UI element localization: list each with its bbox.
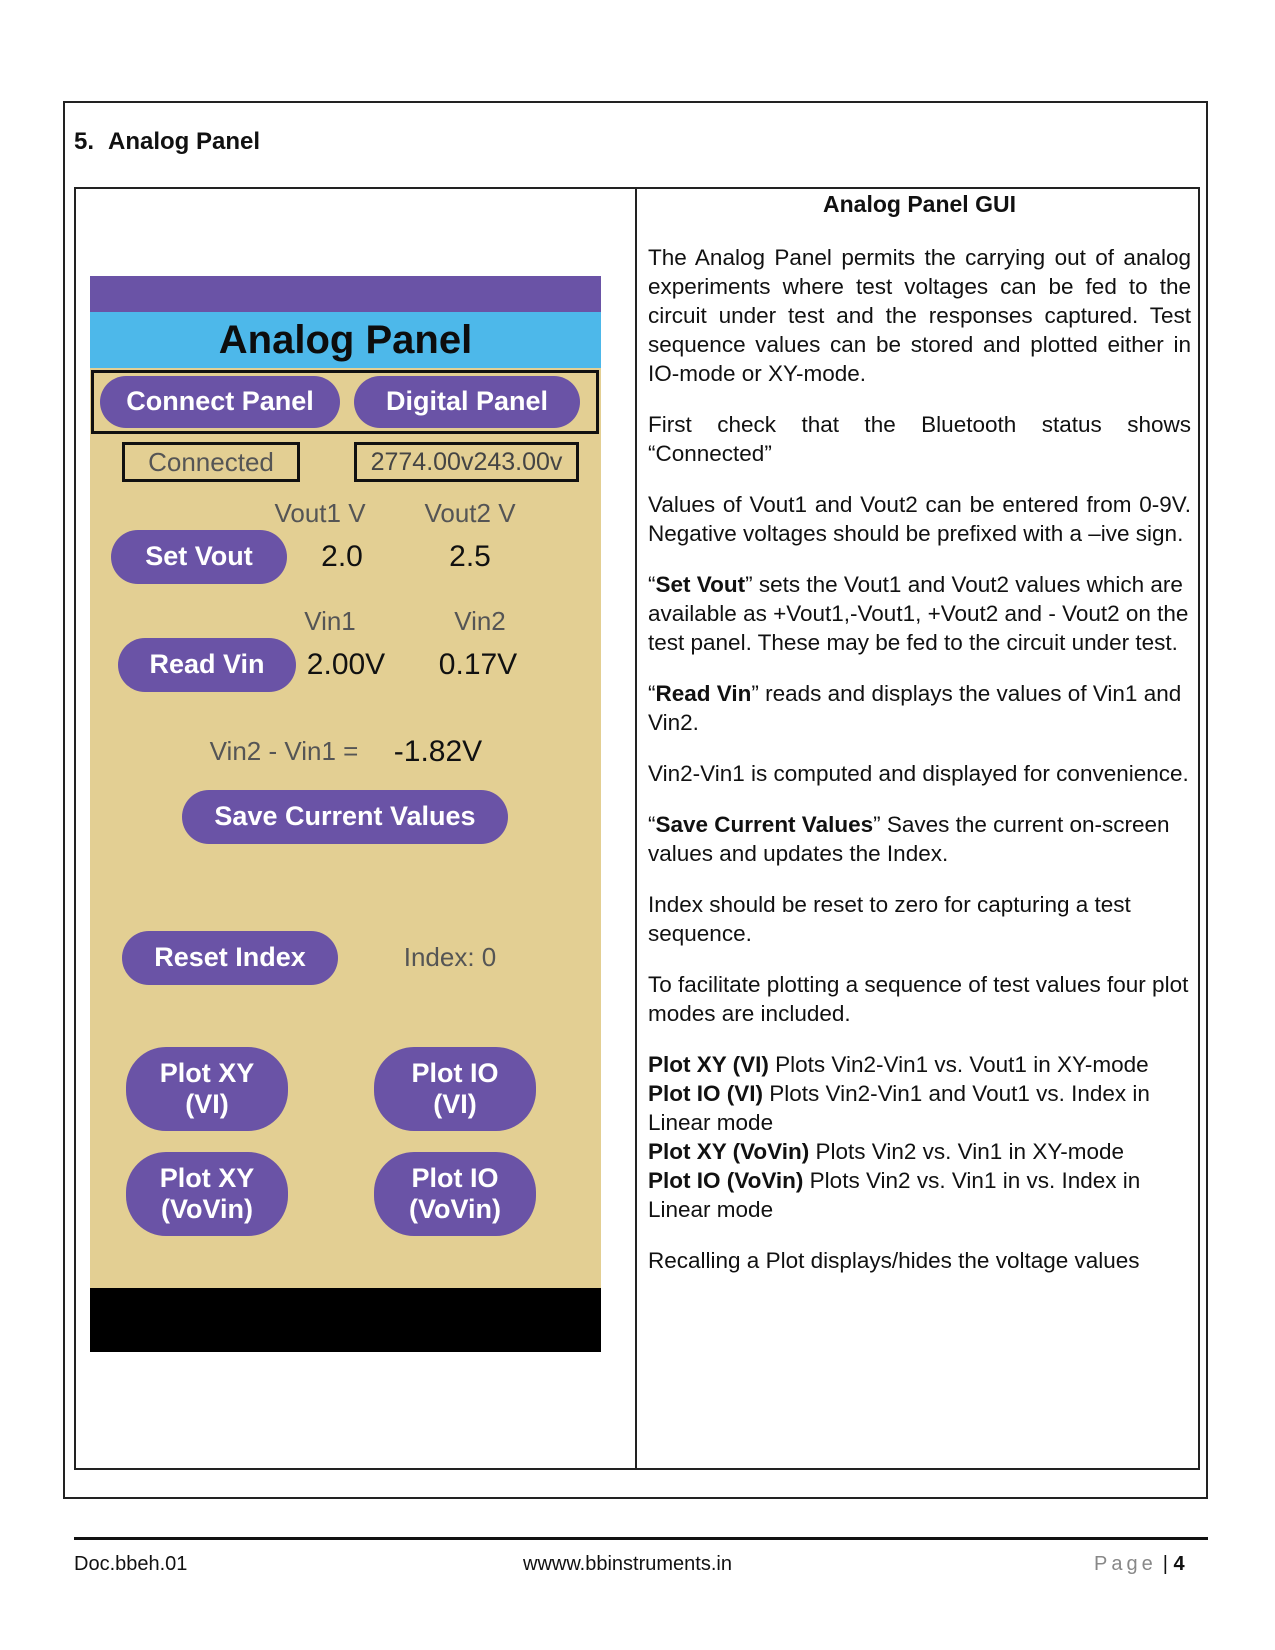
quote-open: “ — [648, 572, 656, 597]
description-title: Analog Panel GUI — [823, 191, 1016, 217]
bluetooth-paragraph: First check that the Bluetooth status shows “Connected” — [648, 412, 1191, 466]
set-vout-paragraph — [648, 570, 1191, 657]
mode-io-vovin-term: Plot IO (VoVin) — [648, 1168, 804, 1193]
footer-url[interactable]: wwww.bbinstruments.in — [523, 1553, 732, 1575]
recall-paragraph: Recalling a Plot displays/hides the voltage values — [648, 1248, 1140, 1273]
quote-open: “ — [648, 681, 656, 706]
quote-open: “ — [648, 812, 656, 837]
mode-xy-vovin-text: Plots Vin2 vs. Vin1 in XY-mode — [809, 1139, 1125, 1164]
vout2-input[interactable]: 2.5 — [449, 540, 491, 573]
index-display: Index: 0 — [403, 942, 497, 972]
analog-panel-screenshot — [90, 276, 601, 1352]
footer-separator: | — [1162, 1553, 1168, 1575]
plot-xy-vovin-button[interactable] — [126, 1152, 288, 1236]
voltage-readout: 2774.00v243.00v — [354, 442, 579, 482]
set-vout-term: Set Vout — [655, 572, 746, 597]
plot-modes-paragraph: To facilitate plotting a sequence of test values four plot modes are included. — [648, 972, 1189, 1026]
mode-xy-vi — [648, 1050, 1191, 1079]
vin-diff-label: Vin2 - Vin1 = — [209, 736, 359, 766]
vin1-label: Vin1 — [304, 606, 356, 636]
footer-doc-id: Doc.bbeh.01 — [74, 1553, 188, 1575]
save-current-values-button[interactable]: Save Current Values — [182, 790, 508, 844]
description-column — [648, 190, 1191, 1297]
intro-paragraph: The Analog Panel permits the carrying out of analog experiments where test voltages can be fed to the circuit under test and the responses captured. Test sequence values can be stored and plotted either in IO-mode or XY-mode. — [648, 245, 1191, 386]
read-vin-term: Read Vin — [655, 681, 752, 706]
diff-paragraph: Vin2-Vin1 is computed and displayed for convenience. — [648, 761, 1189, 786]
save-term: Save Current Values — [655, 812, 874, 837]
plot-xy-vi-button[interactable] — [126, 1047, 288, 1131]
plot-xy-vovin-line2: (VoVin) — [161, 1194, 253, 1224]
section-title: Analog Panel — [108, 128, 261, 155]
connection-status: Connected — [122, 442, 300, 482]
navigation-bar — [90, 1288, 601, 1352]
plot-xy-vi-line2: (VI) — [185, 1089, 229, 1119]
mode-xy-vi-term: Plot XY (VI) — [648, 1052, 769, 1077]
footer-page — [1094, 1553, 1185, 1576]
mode-xy-vovin — [648, 1137, 1191, 1166]
reset-index-button[interactable]: Reset Index — [122, 931, 338, 985]
mode-io-vi-text: Plots Vin2-Vin1 and Vout1 vs. Index in Linear mode — [648, 1081, 1150, 1135]
section-heading — [74, 128, 260, 156]
mode-xy-vi-text: Plots Vin2-Vin1 vs. Vout1 in XY-mode — [768, 1052, 1149, 1077]
vin2-value: 0.17V — [438, 648, 518, 681]
plot-io-vovin-line2: (VoVin) — [409, 1194, 501, 1224]
section-number: 5. — [74, 128, 95, 155]
read-vin-text: ” reads and displays the values of Vin1 and Vin2. — [648, 681, 1182, 735]
plot-io-vovin-button[interactable] — [374, 1152, 536, 1236]
digital-panel-button[interactable]: Digital Panel — [354, 376, 580, 428]
plot-xy-vovin-line1: Plot XY — [159, 1162, 255, 1193]
mode-io-vi-term: Plot IO (VI) — [648, 1081, 763, 1106]
read-vin-paragraph — [648, 679, 1191, 737]
plot-io-vovin-line1: Plot IO — [411, 1162, 499, 1193]
plot-io-vi-button[interactable] — [374, 1047, 536, 1131]
vout2-label: Vout2 V — [424, 498, 516, 528]
status-bar — [90, 276, 601, 312]
table-divider — [635, 187, 637, 1470]
connect-panel-button[interactable]: Connect Panel — [100, 376, 340, 428]
footer-rule — [74, 1537, 1208, 1540]
vin2-label: Vin2 — [454, 606, 506, 636]
plot-xy-vi-line1: Plot XY — [159, 1057, 255, 1088]
plot-io-vi-line1: Plot IO — [411, 1057, 499, 1088]
mode-io-vovin-text: Plots Vin2 vs. Vin1 in vs. Index in Linear mode — [648, 1168, 1141, 1222]
vout1-input[interactable]: 2.0 — [321, 540, 363, 573]
set-vout-button[interactable]: Set Vout — [111, 530, 287, 584]
mode-io-vovin — [648, 1166, 1191, 1224]
index-paragraph: Index should be reset to zero for capturing a test sequence. — [648, 892, 1131, 946]
footer-page-word: Page — [1094, 1553, 1157, 1575]
set-vout-text: ” sets the Vout1 and Vout2 values which are available as +Vout1,-Vout1, +Vout2 and - Vout2 on the test panel. These may be fed to the circuit under test. — [648, 572, 1189, 655]
save-text: ” Saves the current on-screen values and updates the Index. — [648, 812, 1170, 866]
vout-range-paragraph: Values of Vout1 and Vout2 can be entered from 0-9V. Negative voltages should be prefixed with a –ive sign. — [648, 492, 1191, 546]
mode-xy-vovin-term: Plot XY (VoVin) — [648, 1139, 810, 1164]
mode-io-vi — [648, 1079, 1191, 1137]
read-vin-button[interactable]: Read Vin — [118, 638, 296, 692]
plot-io-vi-line2: (VI) — [433, 1089, 477, 1119]
footer-page-number: 4 — [1173, 1553, 1185, 1575]
vin1-value: 2.00V — [306, 648, 386, 681]
vin-diff-value: -1.82V — [393, 735, 483, 768]
vout1-label: Vout1 V — [274, 498, 366, 528]
app-title: Analog Panel — [218, 318, 473, 362]
save-paragraph — [648, 810, 1191, 868]
